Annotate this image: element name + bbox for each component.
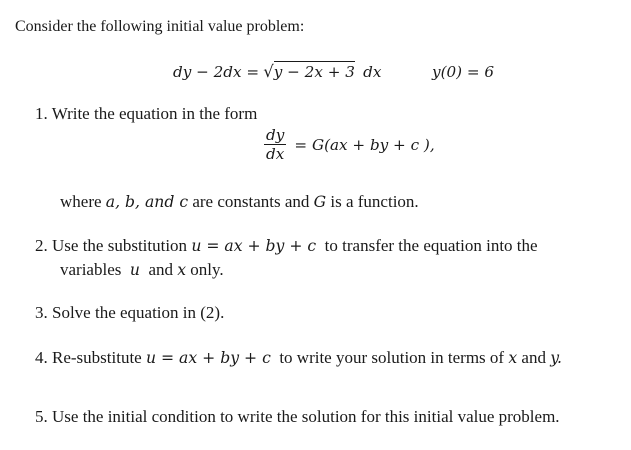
- item-4-and: and: [521, 348, 546, 367]
- item-2-var-u: u: [129, 260, 140, 279]
- item-1-constants: a, b, and c: [105, 192, 189, 211]
- item-4-var-x: x: [508, 348, 518, 367]
- item-2-number: 2.: [35, 236, 48, 255]
- item-1-number: 1.: [35, 104, 48, 123]
- item-2: [35, 236, 538, 256]
- form-rhs: = G(ax + by + c ),: [294, 135, 435, 154]
- equation-lhs: dy − 2dx =: [173, 63, 260, 81]
- item-4-substitution: u = ax + by + c: [145, 348, 271, 367]
- square-root: [263, 62, 355, 82]
- item-2-substitution: u = ax + by + c: [191, 236, 317, 255]
- item-2-var-x: x: [177, 260, 187, 279]
- item-1-is-function: is a function.: [330, 192, 419, 211]
- derivative-fraction: [264, 126, 286, 163]
- item-2-text-a: Use the substitution: [52, 236, 188, 255]
- initial-condition-text: y(0) = 6: [432, 63, 495, 81]
- initial-condition: [432, 62, 494, 82]
- fraction-numerator: dy: [266, 126, 285, 144]
- target-form-equation: [264, 126, 435, 163]
- item-5-number: 5.: [35, 407, 48, 426]
- item-4-text-a: Re-substitute: [52, 348, 142, 367]
- item-1-are-constants: are constants and: [192, 192, 310, 211]
- item-1-explanation: [60, 192, 419, 212]
- differential-equation: [173, 62, 381, 82]
- item-4: [35, 348, 562, 368]
- item-4-text-b: to write your solution in terms of: [279, 348, 505, 367]
- radical-sign: √: [263, 62, 274, 81]
- item-1-where: where: [60, 192, 102, 211]
- item-3-number: 3.: [35, 303, 48, 322]
- item-2-only: only.: [190, 260, 224, 279]
- item-1: [35, 104, 257, 124]
- item-2-line-2: [60, 260, 224, 280]
- item-5-text: Use the initial condition to write the solution for this initial value problem.: [52, 407, 560, 426]
- item-3-text: Solve the equation in (2).: [52, 303, 225, 322]
- item-4-number: 4.: [35, 348, 48, 367]
- item-3: [35, 303, 224, 323]
- item-2-variables: variables: [60, 260, 122, 279]
- item-2-and: and: [148, 260, 173, 279]
- item-2-text-b: to transfer the equation into the: [324, 236, 538, 255]
- radicand: y − 2x + 3: [273, 63, 355, 81]
- item-1-function-var: G: [313, 192, 327, 211]
- item-4-var-y: y.: [550, 348, 562, 367]
- item-5: [35, 407, 560, 427]
- fraction-denominator: dx: [266, 145, 285, 163]
- item-1-text: Write the equation in the form: [51, 104, 258, 123]
- intro-text: Consider the following initial value problem:: [15, 18, 305, 35]
- equation-rhs: dx: [363, 63, 382, 81]
